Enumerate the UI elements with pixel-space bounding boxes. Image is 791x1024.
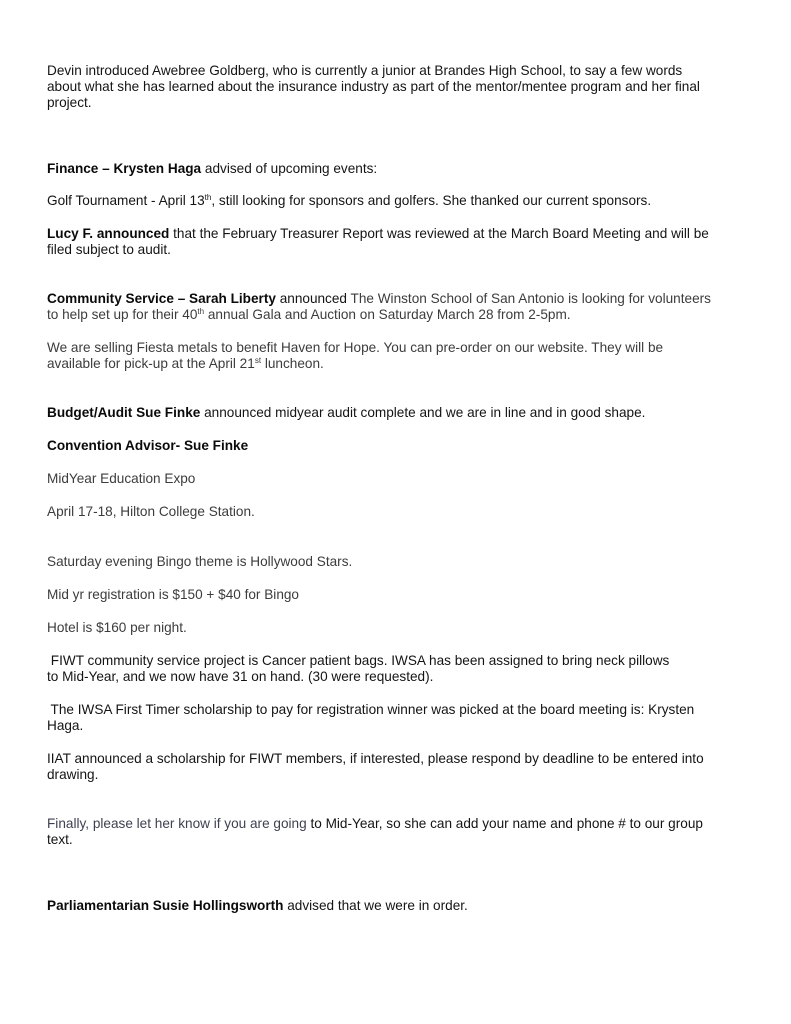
finance-heading: Finance – Krysten Haga [47,161,202,176]
finance-paragraph [47,161,767,177]
community-text-line2: to help set up for their 40 [47,307,198,323]
lucy-text-line2: filed subject to audit. [47,242,171,258]
iiat-line2: drawing. [47,767,99,783]
iiat-paragraph [47,751,767,783]
expo-dates: April 17-18, Hilton College Station. [47,504,255,519]
fiesta-line2-rest: luncheon. [261,356,324,372]
finally-text-rest: to Mid-Year, so she can add your name and phone # to our group [306,816,703,831]
mid-year-attendance-paragraph [47,816,767,848]
budget-text: announced midyear audit complete and we are in line and in good shape. [200,405,646,420]
lucy-text: that the February Treasurer Report was reviewed at the March Board Meeting and will be [169,226,709,241]
golf-tournament-paragraph [47,193,767,209]
hotel-rate: Hotel is $160 per night. [47,620,187,635]
fiwt-line2: to Mid-Year, and we now have 31 on hand. (30 were requested). [47,669,434,685]
finally-line2: text. [47,832,73,848]
budget-heading: Budget/Audit Sue Finke [47,405,201,420]
lucy-heading: Lucy F. announced [47,226,170,241]
fiwt-line1: FIWT community service project is Cancer patient bags. IWSA has been assigned to bring neck pillows [47,653,670,668]
convention-heading-paragraph [47,438,767,454]
finally-text: Finally, please let her know if you are going [47,816,307,831]
community-service-paragraph [47,291,767,323]
fiesta-line2: available for pick-up at the April 21 [47,356,255,372]
intro-line: about what she has learned about the insurance industry as part of the mentor/mentee program and her final [47,79,700,95]
community-text: The Winston School of San Antonio is looking for volunteers [350,291,711,306]
fiesta-medals-paragraph [47,340,767,372]
fiesta-line1: We are selling Fiesta metals to benefit Haven for Hope. You can pre-order on our website. They will be [47,340,664,355]
scholarship-paragraph [47,702,767,734]
ordinal-suffix: st [254,356,262,366]
bingo-theme: Saturday evening Bingo theme is Hollywood Stars. [47,554,353,569]
scholarship-line1: The IWSA First Timer scholarship to pay for registration winner was picked at the board meeting is: Krysten [47,702,695,717]
convention-heading: Convention Advisor- Sue Finke [47,438,249,453]
finance-text: advised of upcoming events: [201,161,378,176]
scholarship-line2: Haga. [47,718,84,734]
golf-date-suffix: th [204,193,212,202]
parliamentarian-heading: Parliamentarian Susie Hollingsworth [47,898,284,913]
fiwt-project-paragraph [47,653,767,685]
community-heading: Community Service – Sarah Liberty [47,291,276,306]
treasurer-report-paragraph [47,226,767,258]
golf-text-rest: , still looking for sponsors and golfers. She thanked our current sponsors. [211,193,652,208]
intro-line: Devin introduced Awebree Goldberg, who is currently a junior at Brandes High School, to say a few words [47,63,683,78]
iiat-line1: IIAT announced a scholarship for FIWT members, if interested, please respond by deadline to be entered into [47,751,704,766]
parliamentarian-text: advised that we were in order. [283,898,468,913]
community-announced: announced [275,291,351,306]
registration-fee: Mid yr registration is $150 + $40 for Bingo [47,587,299,602]
ordinal-suffix: th [197,307,205,317]
golf-text: Golf Tournament - April 13 [47,193,205,208]
parliamentarian-paragraph [47,898,767,914]
community-text-line2-rest: annual Gala and Auction on Saturday March 28 from 2-5pm. [204,307,571,323]
intro-paragraph [47,63,767,112]
intro-line: project. [47,95,92,111]
expo-name: MidYear Education Expo [47,471,196,486]
budget-audit-paragraph [47,405,767,421]
